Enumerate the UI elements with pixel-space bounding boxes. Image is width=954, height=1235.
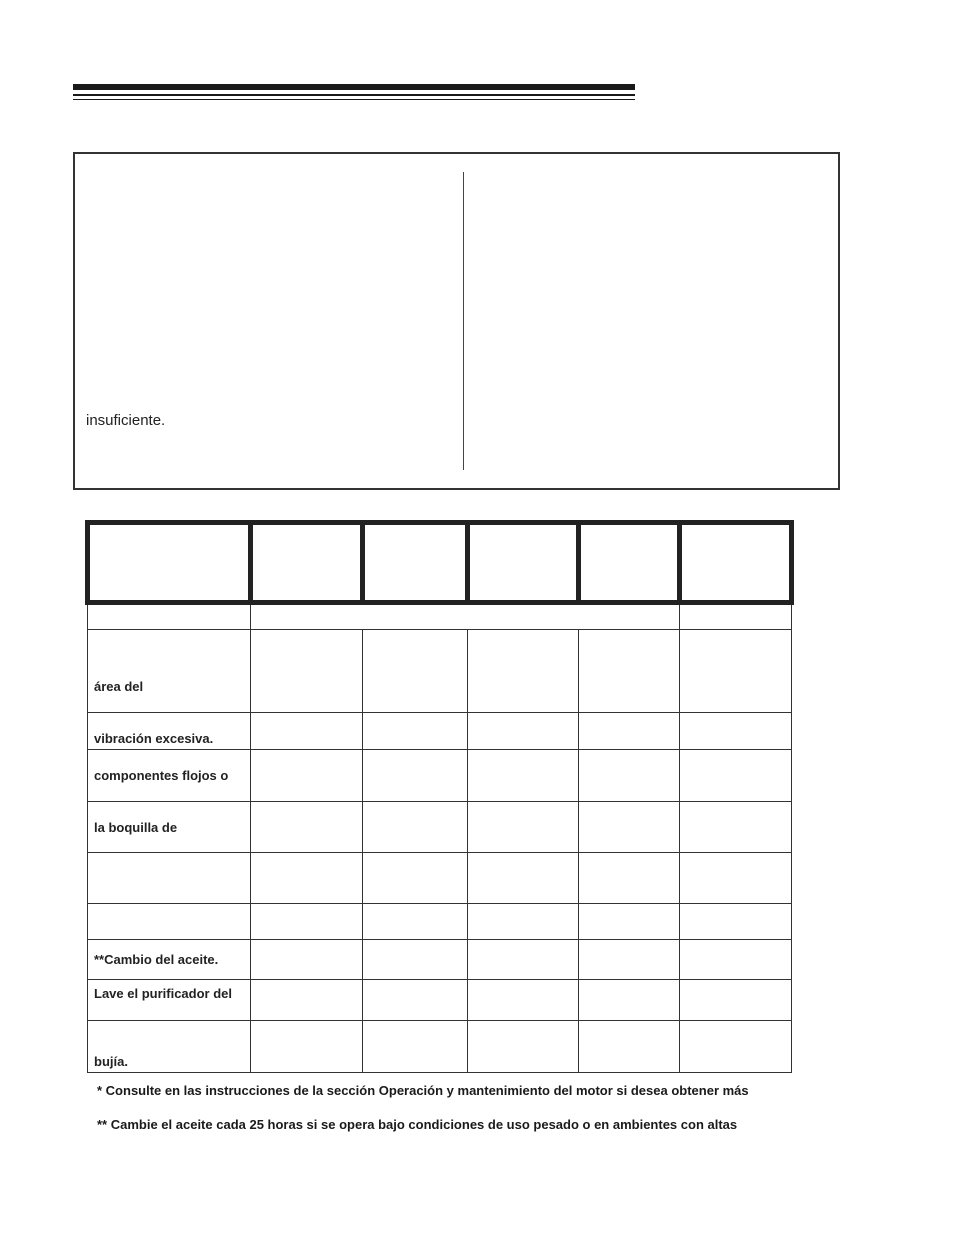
table-cell — [468, 980, 579, 1021]
table-cell — [680, 940, 792, 980]
row-label: área del — [88, 630, 251, 713]
table-cell — [680, 603, 792, 630]
table-cell — [579, 630, 680, 713]
table-cell — [468, 940, 579, 980]
table-cell — [579, 750, 680, 802]
table-cell — [680, 750, 792, 802]
table-cell — [251, 713, 363, 750]
table-row — [88, 750, 792, 802]
maintenance-schedule-table — [85, 520, 794, 1073]
info-box — [73, 152, 840, 490]
table-cell — [363, 980, 468, 1021]
table-header-row — [88, 523, 792, 603]
table-row — [88, 630, 792, 713]
table-cell — [468, 853, 579, 904]
table-cell — [363, 750, 468, 802]
table-cell — [363, 853, 468, 904]
header-cell-interval-3 — [468, 523, 579, 603]
table-row — [88, 980, 792, 1021]
table-cell — [680, 1021, 792, 1073]
row-label: **Cambio del aceite. — [88, 940, 251, 980]
header-cell-interval-1 — [251, 523, 363, 603]
row-label: la boquilla de — [88, 802, 251, 853]
table-row — [88, 1021, 792, 1073]
table-cell — [363, 802, 468, 853]
table-cell — [251, 750, 363, 802]
header-cell-interval-4 — [579, 523, 680, 603]
table-cell — [579, 1021, 680, 1073]
table-cell — [680, 980, 792, 1021]
table-row — [88, 853, 792, 904]
row-label: bujía. — [88, 1021, 251, 1073]
table-cell — [363, 940, 468, 980]
table-row — [88, 904, 792, 940]
table-cell — [468, 630, 579, 713]
table-row — [88, 802, 792, 853]
footnote-double-asterisk: ** Cambie el aceite cada 25 horas si se opera bajo condiciones de uso pesado o en ambientes con altas — [97, 1117, 738, 1132]
table-cell — [251, 802, 363, 853]
table-cell — [579, 904, 680, 940]
table-cell — [579, 802, 680, 853]
row-label: componentes flojos o — [88, 750, 251, 802]
table-cell — [680, 630, 792, 713]
table-cell — [251, 1021, 363, 1073]
header-cell-interval-5 — [680, 523, 792, 603]
table-cell — [579, 940, 680, 980]
table-cell — [363, 1021, 468, 1073]
table-cell — [363, 630, 468, 713]
table-cell — [251, 904, 363, 940]
table-cell — [680, 853, 792, 904]
table-row — [88, 713, 792, 750]
table-cell — [579, 713, 680, 750]
table-cell — [579, 980, 680, 1021]
row-label — [88, 904, 251, 940]
table-cell — [680, 713, 792, 750]
table-cell — [468, 713, 579, 750]
table-cell — [468, 1021, 579, 1073]
table-cell — [363, 713, 468, 750]
row-label: vibración excesiva. — [88, 713, 251, 750]
info-box-text: insuficiente. — [86, 412, 166, 429]
header-rule-thick — [73, 84, 635, 90]
table-cell — [468, 802, 579, 853]
footnote-single-asterisk: * Consulte en las instrucciones de la sección Operación y mantenimiento del motor si desea obtener más — [97, 1083, 749, 1098]
table-cell — [251, 603, 680, 630]
table-cell — [251, 940, 363, 980]
row-label — [88, 853, 251, 904]
table-cell — [680, 802, 792, 853]
table-row — [88, 940, 792, 980]
table-cell — [468, 904, 579, 940]
info-box-divider — [463, 172, 464, 470]
header-cell-task — [88, 523, 251, 603]
header-rule-thin — [73, 99, 635, 100]
table-cell — [468, 750, 579, 802]
table-cell — [251, 980, 363, 1021]
row-label — [88, 603, 251, 630]
table-row — [88, 603, 792, 630]
header-rule-medium — [73, 94, 635, 96]
table-cell — [251, 630, 363, 713]
table-cell — [251, 853, 363, 904]
table-cell — [363, 904, 468, 940]
table-cell — [579, 853, 680, 904]
header-cell-interval-2 — [363, 523, 468, 603]
table-cell — [680, 904, 792, 940]
row-label: Lave el purificador del — [88, 980, 251, 1021]
